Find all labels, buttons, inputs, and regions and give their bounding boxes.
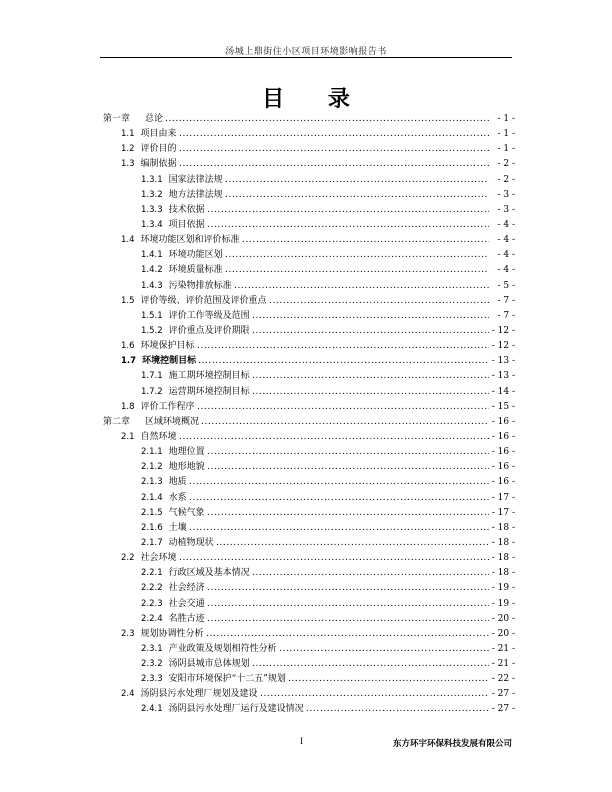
table-of-contents bbox=[103, 112, 515, 718]
toc-entry-label bbox=[141, 324, 251, 339]
toc-entry-label bbox=[141, 309, 251, 324]
toc-leader-dots bbox=[189, 491, 489, 506]
toc-entry-page: - 13 - bbox=[491, 356, 515, 367]
toc-entry-label bbox=[141, 597, 206, 612]
toc-leader-dots bbox=[242, 233, 489, 248]
company-name: 东方环宇环保科技发展有限公司 bbox=[392, 739, 512, 749]
toc-entry-page: - 4 - bbox=[497, 235, 515, 246]
toc-entry-label bbox=[121, 142, 178, 157]
toc-entry-number: 2.1.7 bbox=[141, 537, 163, 548]
toc-entry[interactable] bbox=[103, 112, 515, 127]
toc-entry[interactable] bbox=[103, 127, 515, 142]
toc-entry-title: 环境保护目标 bbox=[140, 341, 195, 352]
toc-entry-label bbox=[141, 279, 233, 294]
toc-entry-page: - 1 - bbox=[497, 129, 515, 140]
toc-leader-dots bbox=[279, 642, 489, 657]
toc-entry-number: 2.2 bbox=[121, 553, 135, 564]
toc-entry-title: 气候气象 bbox=[168, 507, 205, 518]
toc-entry-label bbox=[141, 581, 206, 596]
toc-entry-label bbox=[141, 173, 224, 188]
toc-entry-label bbox=[141, 521, 188, 536]
header-rule bbox=[100, 57, 512, 58]
toc-entry-page: - 16 - bbox=[491, 416, 515, 427]
toc-leader-dots bbox=[216, 536, 489, 551]
toc-entry-title: 区域环境概况 bbox=[145, 416, 200, 427]
toc-entry[interactable] bbox=[103, 657, 515, 672]
toc-entry-number: 第二章 bbox=[103, 416, 131, 427]
toc-entry-label bbox=[121, 233, 241, 248]
toc-leader-dots bbox=[260, 687, 489, 702]
toc-entry[interactable] bbox=[103, 475, 515, 490]
toc-leader-dots bbox=[189, 521, 489, 536]
toc-entry-page: - 2 - bbox=[497, 159, 515, 170]
toc-entry-title: 项目依据 bbox=[168, 219, 205, 230]
toc-entry-page: - 19 - bbox=[491, 598, 515, 609]
toc-leader-dots bbox=[207, 612, 489, 627]
toc-entry-page: - 21 - bbox=[491, 643, 515, 654]
toc-entry[interactable] bbox=[103, 612, 515, 627]
toc-entry-number: 1.3.4 bbox=[141, 219, 163, 230]
toc-leader-dots bbox=[252, 309, 489, 324]
toc-entry-title: 名胜古迹 bbox=[168, 613, 205, 624]
toc-entry-title: 行政区域及基本情况 bbox=[168, 568, 250, 579]
toc-entry-label bbox=[141, 369, 251, 384]
toc-entry-label bbox=[141, 203, 206, 218]
toc-entry-number: 1.6 bbox=[121, 341, 135, 352]
toc-entry-page: - 16 - bbox=[491, 477, 515, 488]
toc-entry[interactable] bbox=[103, 460, 515, 475]
toc-entry[interactable] bbox=[103, 203, 515, 218]
toc-leader-dots bbox=[207, 506, 489, 521]
toc-entry-number: 2.2.3 bbox=[141, 598, 163, 609]
toc-leader-dots bbox=[207, 203, 489, 218]
toc-leader-dots bbox=[252, 566, 489, 581]
toc-entry[interactable] bbox=[103, 521, 515, 536]
toc-entry-title: 社会交通 bbox=[168, 598, 205, 609]
toc-entry-label bbox=[141, 702, 305, 717]
toc-entry-number: 1.3.1 bbox=[141, 174, 163, 185]
toc-entry-title: 地理位置 bbox=[168, 447, 205, 458]
toc-entry-page: - 18 - bbox=[491, 553, 515, 564]
toc-entry-page: - 16 - bbox=[491, 431, 515, 442]
toc-entry-page: - 13 - bbox=[491, 371, 515, 382]
toc-entry-title: 社会环境 bbox=[140, 553, 177, 564]
toc-entry-title: 社会经济 bbox=[168, 583, 205, 594]
toc-leader-dots bbox=[189, 475, 489, 490]
toc-entry-title: 运营期环境控制目标 bbox=[168, 386, 250, 397]
toc-entry-title: 施工期环境控制目标 bbox=[168, 371, 250, 382]
toc-leader-dots bbox=[225, 188, 489, 203]
toc-entry-label bbox=[121, 354, 197, 369]
toc-entry-label bbox=[121, 627, 205, 642]
toc-entry-label bbox=[141, 218, 206, 233]
toc-entry-page: - 12 - bbox=[491, 325, 515, 336]
toc-leader-dots bbox=[207, 460, 489, 475]
toc-leader-dots bbox=[179, 551, 489, 566]
toc-leader-dots bbox=[225, 263, 489, 278]
toc-entry-page: - 18 - bbox=[491, 568, 515, 579]
toc-entry-label bbox=[121, 127, 178, 142]
toc-entry-page: - 7 - bbox=[497, 310, 515, 321]
toc-entry[interactable] bbox=[103, 566, 515, 581]
toc-entry-number: 1.4 bbox=[121, 235, 135, 246]
toc-entry[interactable] bbox=[103, 581, 515, 596]
toc-entry-label bbox=[121, 687, 259, 702]
toc-entry-number: 2.1.6 bbox=[141, 522, 163, 533]
toc-entry-number: 2.2.1 bbox=[141, 568, 163, 579]
page-number: I bbox=[300, 736, 303, 746]
toc-entry-number: 2.1.2 bbox=[141, 462, 163, 473]
toc-entry-title: 环境质量标准 bbox=[168, 265, 223, 276]
toc-entry[interactable] bbox=[103, 687, 515, 702]
toc-entry-title: 自然环境 bbox=[140, 431, 177, 442]
toc-entry[interactable] bbox=[103, 263, 515, 278]
toc-entry[interactable] bbox=[103, 491, 515, 506]
toc-leader-dots bbox=[234, 279, 489, 294]
toc-leader-dots bbox=[206, 627, 489, 642]
toc-entry[interactable] bbox=[103, 142, 515, 157]
toc-entry[interactable] bbox=[103, 233, 515, 248]
toc-entry-title: 编制依据 bbox=[140, 159, 177, 170]
toc-leader-dots bbox=[225, 248, 489, 263]
toc-leader-dots bbox=[207, 581, 489, 596]
toc-entry-label bbox=[121, 339, 196, 354]
toc-leader-dots bbox=[179, 430, 489, 445]
toc-entry[interactable] bbox=[103, 369, 515, 384]
toc-entry[interactable] bbox=[103, 445, 515, 460]
toc-entry-label bbox=[141, 263, 224, 278]
toc-entry-number: 1.5.1 bbox=[141, 310, 163, 321]
running-header: 汤城上鼎街住小区项目环境影响报告书 bbox=[225, 47, 387, 57]
toc-entry-number: 2.1.4 bbox=[141, 492, 163, 503]
toc-entry-label bbox=[141, 188, 224, 203]
toc-entry-title: 技术依据 bbox=[168, 204, 205, 215]
toc-entry-number: 1.8 bbox=[121, 401, 135, 412]
toc-entry-page: - 16 - bbox=[491, 462, 515, 473]
toc-entry[interactable] bbox=[103, 188, 515, 203]
toc-leader-dots bbox=[225, 173, 489, 188]
toc-entry-title: 产业政策及规划相符性分析 bbox=[168, 643, 277, 654]
toc-entry[interactable] bbox=[103, 157, 515, 172]
toc-entry-page: - 17 - bbox=[491, 492, 515, 503]
toc-entry-number: 1.4.2 bbox=[141, 265, 163, 276]
toc-entry-page: - 27 - bbox=[491, 689, 515, 700]
toc-entry-page: - 1 - bbox=[497, 114, 515, 124]
toc-entry-number: 1.4.3 bbox=[141, 280, 163, 291]
toc-entry[interactable] bbox=[103, 385, 515, 400]
toc-entry-title: 评价目的 bbox=[140, 144, 177, 155]
toc-entry-title: 动植物现状 bbox=[168, 537, 214, 548]
toc-entry[interactable] bbox=[103, 294, 515, 309]
toc-entry-page: - 18 - bbox=[491, 537, 515, 548]
toc-entry-label bbox=[141, 536, 215, 551]
toc-entry[interactable] bbox=[103, 279, 515, 294]
toc-leader-dots bbox=[165, 112, 489, 127]
toc-entry-number: 1.4.1 bbox=[141, 250, 163, 261]
toc-entry[interactable] bbox=[103, 339, 515, 354]
toc-entry-label bbox=[121, 551, 178, 566]
toc-entry-number: 1.7 bbox=[121, 356, 137, 367]
toc-entry-page: - 4 - bbox=[497, 219, 515, 230]
toc-entry-label bbox=[141, 657, 251, 672]
toc-leader-dots bbox=[252, 369, 489, 384]
toc-entry[interactable] bbox=[103, 430, 515, 445]
toc-entry-page: - 17 - bbox=[491, 507, 515, 518]
toc-entry-page: - 15 - bbox=[491, 401, 515, 412]
toc-leader-dots bbox=[197, 339, 489, 354]
toc-entry[interactable] bbox=[103, 627, 515, 642]
toc-entry-number: 2.3.1 bbox=[141, 643, 163, 654]
toc-leader-dots bbox=[207, 218, 489, 233]
toc-entry-page: - 20 - bbox=[491, 628, 515, 639]
toc-entry-page: - 19 - bbox=[491, 583, 515, 594]
toc-leader-dots bbox=[179, 127, 489, 142]
toc-entry-page: - 1 - bbox=[497, 144, 515, 155]
toc-entry-title: 土壤 bbox=[168, 522, 187, 533]
toc-entry[interactable] bbox=[103, 506, 515, 521]
toc-leader-dots bbox=[252, 324, 489, 339]
toc-entry-number: 2.2.4 bbox=[141, 613, 163, 624]
toc-entry-number: 1.7.2 bbox=[141, 386, 163, 397]
toc-entry-label bbox=[141, 506, 206, 521]
toc-entry-page: - 3 - bbox=[497, 189, 515, 200]
toc-entry[interactable] bbox=[103, 536, 515, 551]
toc-entry[interactable] bbox=[103, 218, 515, 233]
toc-entry-label bbox=[121, 400, 196, 415]
toc-entry-number: 2.3.3 bbox=[141, 674, 163, 685]
toc-entry-page: - 2 - bbox=[497, 174, 515, 185]
toc-entry-label bbox=[141, 445, 206, 460]
toc-entry-title: 水系 bbox=[168, 492, 187, 503]
toc-leader-dots bbox=[198, 354, 489, 369]
toc-entry[interactable] bbox=[103, 672, 515, 687]
toc-entry[interactable] bbox=[103, 248, 515, 263]
toc-entry-title: 汤阴县城市总体规划 bbox=[168, 659, 250, 670]
toc-leader-dots bbox=[207, 445, 489, 460]
toc-entry-number: 2.2.2 bbox=[141, 583, 163, 594]
toc-entry-number: 第一章 bbox=[103, 114, 131, 124]
toc-entry-label bbox=[141, 672, 287, 687]
toc-entry[interactable] bbox=[103, 551, 515, 566]
toc-leader-dots bbox=[197, 400, 489, 415]
toc-entry-label bbox=[121, 294, 268, 309]
toc-entry-number: 2.1.5 bbox=[141, 507, 163, 518]
toc-entry-title: 环境功能区划和评价标准 bbox=[140, 235, 240, 246]
toc-entry[interactable] bbox=[103, 354, 515, 369]
toc-entry-title: 总论 bbox=[145, 114, 164, 124]
toc-entry-page: - 4 - bbox=[497, 250, 515, 261]
toc-entry-page: - 14 - bbox=[491, 386, 515, 397]
toc-leader-dots bbox=[207, 597, 489, 612]
toc-entry-label bbox=[141, 612, 206, 627]
toc-entry-page: - 27 - bbox=[491, 704, 515, 715]
toc-leader-dots bbox=[306, 702, 489, 717]
toc-entry-label bbox=[141, 491, 188, 506]
toc-entry-number: 2.1.1 bbox=[141, 447, 163, 458]
toc-entry-label bbox=[141, 248, 224, 263]
toc-entry-title: 地形地貌 bbox=[168, 462, 205, 473]
toc-entry-title: 汤阴县污水处理厂运行及建设情况 bbox=[168, 704, 304, 715]
toc-leader-dots bbox=[269, 294, 489, 309]
toc-entry-page: - 20 - bbox=[491, 613, 515, 624]
toc-entry-label bbox=[141, 642, 278, 657]
toc-entry-title: 项目由来 bbox=[140, 129, 177, 140]
toc-entry-title: 环境功能区划 bbox=[168, 250, 223, 261]
toc-entry-title: 评价工作程序 bbox=[140, 401, 195, 412]
toc-entry[interactable] bbox=[103, 415, 515, 430]
toc-entry-number: 1.3.2 bbox=[141, 189, 163, 200]
toc-entry-page: - 7 - bbox=[497, 295, 515, 306]
toc-leader-dots bbox=[179, 142, 489, 157]
toc-entry-number: 1.3.3 bbox=[141, 204, 163, 215]
toc-entry-title: 安阳市环境保护“十二五”规划 bbox=[168, 674, 286, 685]
toc-entry[interactable] bbox=[103, 173, 515, 188]
toc-entry-title: 规划协调性分析 bbox=[140, 628, 204, 639]
toc-entry-number: 2.4 bbox=[121, 689, 135, 700]
toc-entry-number: 1.7.1 bbox=[141, 371, 163, 382]
toc-entry-number: 1.2 bbox=[121, 144, 135, 155]
toc-entry-title: 汤阴县污水处理厂规划及建设 bbox=[140, 689, 258, 700]
toc-entry-title: 地方法律法规 bbox=[168, 189, 223, 200]
toc-entry-label bbox=[121, 430, 178, 445]
toc-entry-label bbox=[103, 415, 200, 430]
toc-leader-dots bbox=[252, 385, 489, 400]
toc-entry[interactable] bbox=[103, 400, 515, 415]
toc-entry-label bbox=[141, 385, 251, 400]
toc-entry-number: 2.3 bbox=[121, 628, 135, 639]
toc-entry-label bbox=[141, 475, 188, 490]
toc-entry-number: 1.3 bbox=[121, 159, 135, 170]
toc-leader-dots bbox=[252, 657, 489, 672]
toc-entry-page: - 16 - bbox=[491, 447, 515, 458]
toc-entry-title: 国家法律法规 bbox=[168, 174, 223, 185]
toc-entry-title: 评价等级、评价范围及评价重点 bbox=[140, 295, 267, 306]
toc-leader-dots bbox=[201, 415, 489, 430]
toc-entry-page: - 18 - bbox=[491, 522, 515, 533]
toc-entry-page: - 21 - bbox=[491, 659, 515, 670]
toc-entry-page: - 5 - bbox=[497, 280, 515, 291]
toc-entry-title: 环境控制目标 bbox=[142, 356, 197, 367]
toc-leader-dots bbox=[179, 157, 489, 172]
toc-entry[interactable] bbox=[103, 702, 515, 717]
toc-entry-title: 地质 bbox=[168, 477, 187, 488]
toc-entry-number: 1.1 bbox=[121, 129, 135, 140]
toc-entry-number: 2.3.2 bbox=[141, 659, 163, 670]
toc-entry-page: - 12 - bbox=[491, 341, 515, 352]
toc-entry[interactable] bbox=[103, 324, 515, 339]
toc-entry-title: 评价重点及评价期限 bbox=[168, 325, 250, 336]
toc-entry-number: 2.1.3 bbox=[141, 477, 163, 488]
toc-entry-label bbox=[141, 566, 251, 581]
toc-entry-label bbox=[121, 157, 178, 172]
toc-entry-label bbox=[103, 112, 164, 127]
toc-entry[interactable] bbox=[103, 597, 515, 612]
toc-entry-page: - 4 - bbox=[497, 265, 515, 276]
toc-entry-number: 2.4.1 bbox=[141, 704, 163, 715]
toc-entry-page: - 3 - bbox=[497, 204, 515, 215]
toc-entry[interactable] bbox=[103, 642, 515, 657]
toc-entry-page: - 22 - bbox=[491, 674, 515, 685]
toc-entry-number: 1.5 bbox=[121, 295, 135, 306]
toc-entry-title: 评价工作等级及范围 bbox=[168, 310, 250, 321]
toc-entry[interactable] bbox=[103, 309, 515, 324]
toc-entry-label bbox=[141, 460, 206, 475]
toc-entry-number: 2.1 bbox=[121, 431, 135, 442]
toc-entry-title: 污染物排放标准 bbox=[168, 280, 232, 291]
toc-entry-number: 1.5.2 bbox=[141, 325, 163, 336]
toc-title: 目 录 bbox=[262, 86, 368, 112]
toc-leader-dots bbox=[288, 672, 489, 687]
